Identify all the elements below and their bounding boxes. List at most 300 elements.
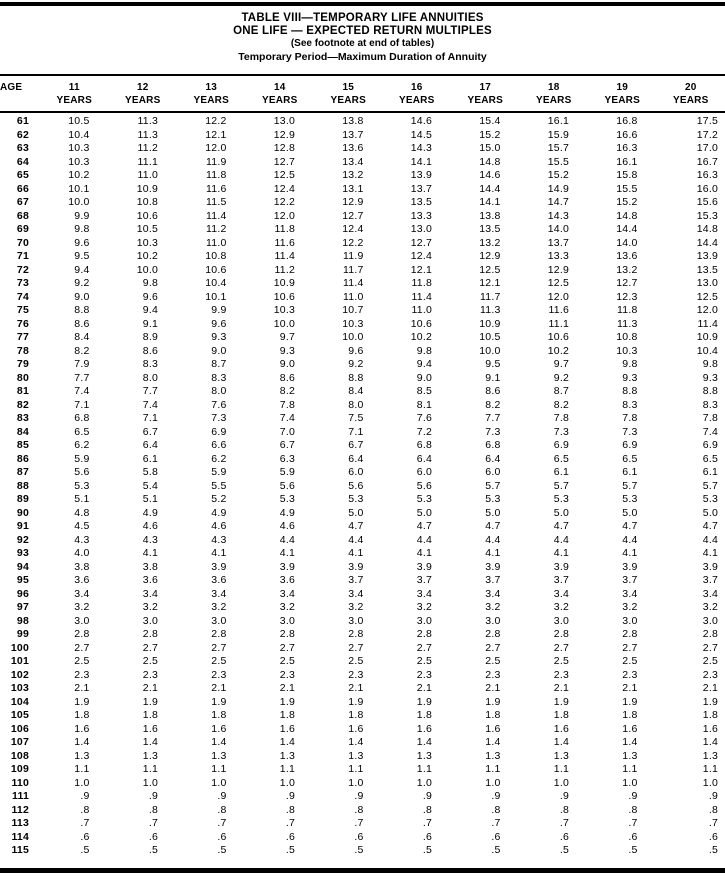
year-number-label: 15: [342, 82, 355, 93]
multiple-value-cell: 3.7: [553, 574, 569, 586]
multiple-value-cell: 9.9: [74, 209, 90, 222]
table-row: [0, 169, 725, 183]
multiple-value-cell: .6: [285, 830, 295, 843]
multiple-value-cell: 3.4: [279, 587, 295, 600]
multiple-value-cell: 8.2: [485, 398, 501, 411]
multiple-value-cell: 9.3: [211, 331, 227, 343]
bottom-border-rule: [0, 868, 725, 873]
multiple-value-cell: 11.2: [274, 263, 295, 276]
multiple-value-cell: 1.6: [485, 722, 501, 735]
multiple-value-cell: 10.0: [136, 263, 158, 276]
multiple-value-cell: 2.3: [142, 668, 158, 681]
table-row: [0, 237, 725, 251]
multiple-value-cell: 11.0: [343, 290, 364, 303]
multiple-value-cell: 1.8: [622, 709, 638, 721]
multiple-value-cell: 1.1: [142, 763, 158, 775]
multiple-value-cell: 1.4: [702, 736, 718, 748]
multiple-value-cell: 1.6: [74, 722, 90, 735]
top-border-rule: [0, 2, 725, 6]
multiple-value-cell: 1.8: [279, 709, 295, 721]
multiple-value-cell: 10.0: [68, 196, 90, 208]
table-row: [0, 250, 725, 264]
table-row: [0, 412, 725, 426]
multiple-value-cell: 6.7: [142, 425, 158, 438]
multiple-value-cell: 3.7: [702, 574, 718, 586]
multiple-value-cell: 7.4: [279, 412, 295, 424]
age-cell: 113: [11, 817, 29, 829]
multiple-value-cell: 6.4: [142, 439, 158, 451]
multiple-value-cell: .9: [422, 790, 432, 802]
multiple-value-cell: 13.4: [342, 155, 364, 168]
multiple-value-cell: 11.9: [343, 250, 364, 262]
multiple-value-cell: 5.3: [74, 479, 90, 492]
multiple-value-cell: 11.4: [697, 317, 718, 330]
age-cell: 82: [16, 398, 29, 411]
multiple-value-cell: 17.5: [696, 115, 718, 127]
multiple-value-cell: 3.2: [702, 601, 718, 613]
table-row: [0, 642, 725, 656]
multiple-value-cell: 13.8: [342, 115, 364, 127]
multiple-value-cell: 1.4: [74, 736, 90, 748]
multiple-value-cell: 13.7: [547, 236, 569, 249]
multiple-value-cell: 16.1: [616, 155, 638, 168]
multiple-value-cell: 6.3: [279, 452, 295, 465]
multiple-value-cell: 6.9: [622, 439, 638, 451]
multiple-value-cell: .5: [80, 844, 90, 856]
multiple-value-cell: 12.9: [273, 128, 295, 141]
multiple-value-cell: 2.8: [416, 628, 432, 640]
age-cell: 81: [16, 385, 29, 397]
multiple-value-cell: 13.0: [273, 115, 295, 127]
year-number-label: 19: [616, 82, 629, 93]
multiple-value-cell: 3.2: [553, 601, 569, 613]
multiple-value-cell: 3.0: [142, 614, 158, 627]
multiple-value-cell: 15.7: [547, 142, 569, 154]
multiple-value-cell: 8.2: [553, 398, 569, 411]
multiple-value-cell: 9.7: [553, 358, 569, 370]
multiple-value-cell: 7.8: [553, 412, 569, 424]
age-cell: 106: [10, 722, 29, 735]
multiple-value-cell: 6.2: [211, 452, 227, 465]
multiple-value-cell: 7.8: [702, 412, 718, 424]
multiple-value-cell: 11.8: [206, 169, 227, 181]
table-row: [0, 763, 725, 777]
multiple-value-cell: 2.1: [622, 682, 638, 694]
multiple-value-cell: 8.0: [348, 398, 364, 411]
multiple-value-cell: 5.3: [416, 493, 432, 505]
table-row: [0, 831, 725, 845]
multiple-value-cell: 5.6: [279, 479, 295, 492]
table-row: [0, 156, 725, 170]
multiple-value-cell: 4.3: [74, 533, 90, 546]
multiple-value-cell: 2.3: [622, 668, 638, 681]
age-cell: 104: [10, 695, 29, 708]
multiple-value-cell: .8: [80, 803, 90, 816]
multiple-value-cell: 5.7: [702, 479, 718, 492]
multiple-value-cell: .6: [354, 830, 364, 843]
multiple-value-cell: 7.7: [142, 385, 158, 397]
multiple-value-cell: 1.3: [485, 749, 501, 762]
year-column-header: [520, 75, 589, 112]
multiple-value-cell: .8: [354, 803, 364, 816]
multiple-value-cell: 11.8: [617, 304, 638, 316]
multiple-value-cell: 8.7: [211, 358, 227, 370]
years-suffix-label: YEARS: [56, 95, 92, 106]
age-cell: 109: [10, 763, 29, 775]
age-cell: 102: [10, 668, 29, 681]
multiple-value-cell: 11.3: [617, 317, 638, 330]
age-cell: 72: [16, 263, 29, 276]
age-cell: 98: [16, 614, 29, 627]
multiple-value-cell: 13.1: [342, 182, 364, 195]
multiple-value-cell: 6.0: [348, 466, 364, 478]
multiple-value-cell: 13.0: [696, 277, 718, 289]
multiple-value-cell: 12.0: [205, 142, 227, 154]
multiple-value-cell: 12.5: [479, 263, 501, 276]
multiple-value-cell: 11.4: [411, 290, 432, 303]
multiple-value-cell: 4.4: [622, 533, 638, 546]
multiple-value-cell: 10.3: [68, 142, 90, 154]
multiple-value-cell: 3.2: [74, 601, 90, 613]
table-row: [0, 331, 725, 345]
multiple-value-cell: 5.9: [211, 466, 227, 478]
age-cell: 70: [16, 236, 29, 249]
multiple-value-cell: 6.4: [485, 452, 501, 465]
years-suffix-label: YEARS: [262, 95, 298, 106]
table-row: [0, 736, 725, 750]
multiple-value-cell: 12.7: [273, 155, 295, 168]
table-row: [0, 345, 725, 359]
multiple-value-cell: 7.6: [416, 412, 432, 424]
multiple-value-cell: 5.3: [485, 493, 501, 505]
multiple-value-cell: 3.4: [74, 587, 90, 600]
multiple-value-cell: 6.4: [416, 452, 432, 465]
multiple-value-cell: .7: [708, 817, 718, 829]
multiple-value-cell: 3.0: [702, 614, 718, 627]
multiple-value-cell: 11.7: [343, 263, 364, 276]
table-row: [0, 534, 725, 548]
multiple-value-cell: 1.6: [142, 722, 158, 735]
multiple-value-cell: 1.0: [553, 776, 569, 789]
multiple-value-cell: 2.5: [142, 655, 158, 667]
multiple-value-cell: 1.4: [416, 736, 432, 748]
multiple-value-cell: 10.6: [547, 331, 569, 343]
multiple-value-cell: 13.5: [410, 196, 432, 208]
multiple-value-cell: .7: [354, 817, 364, 829]
multiple-value-cell: 3.6: [211, 574, 227, 586]
age-cell: 111: [12, 790, 29, 802]
age-cell: 66: [16, 182, 29, 195]
multiple-value-cell: 5.1: [142, 493, 158, 505]
table-row: [0, 223, 725, 237]
age-cell: 68: [16, 209, 29, 222]
multiple-value-cell: 3.9: [553, 560, 569, 573]
multiple-value-cell: 7.0: [279, 425, 295, 438]
multiple-value-cell: 5.6: [348, 479, 364, 492]
multiple-value-cell: 14.0: [616, 236, 638, 249]
year-column-header: [588, 75, 657, 112]
table-row: [0, 547, 725, 561]
multiple-value-cell: 5.0: [702, 506, 718, 519]
multiple-value-cell: 6.5: [702, 452, 718, 465]
multiple-value-cell: 1.0: [74, 776, 90, 789]
table-row: [0, 804, 725, 818]
multiple-value-cell: 10.0: [273, 317, 295, 330]
multiple-value-cell: 2.5: [702, 655, 718, 667]
multiple-value-cell: 8.0: [211, 385, 227, 397]
multiple-value-cell: .8: [559, 803, 569, 816]
multiple-value-cell: 10.2: [136, 250, 158, 262]
multiple-value-cell: 3.0: [279, 614, 295, 627]
multiple-value-cell: 15.5: [616, 182, 638, 195]
multiple-value-cell: 12.0: [696, 304, 718, 316]
multiple-value-cell: .6: [422, 830, 432, 843]
age-cell: 77: [16, 331, 29, 343]
multiple-value-cell: 3.2: [279, 601, 295, 613]
multiple-value-cell: 1.9: [485, 695, 501, 708]
table-row: [0, 844, 725, 858]
multiple-value-cell: 6.0: [416, 466, 432, 478]
multiple-value-cell: 7.8: [622, 412, 638, 424]
multiple-value-cell: .9: [80, 790, 90, 802]
multiple-value-cell: 4.4: [279, 533, 295, 546]
multiple-value-cell: .8: [217, 803, 227, 816]
multiple-value-cell: 11.3: [137, 115, 158, 127]
multiple-value-cell: 13.9: [696, 250, 718, 262]
multiple-value-cell: 14.9: [547, 182, 569, 195]
multiple-value-cell: 2.3: [416, 668, 432, 681]
multiple-value-cell: 10.4: [205, 277, 227, 289]
multiple-value-cell: .6: [559, 830, 569, 843]
multiple-value-cell: .7: [491, 817, 501, 829]
age-cell: 83: [16, 412, 29, 424]
multiple-value-cell: 2.5: [622, 655, 638, 667]
multiple-value-cell: 3.4: [485, 587, 501, 600]
multiple-value-cell: 12.5: [696, 290, 718, 303]
multiple-value-cell: 12.9: [342, 196, 364, 208]
multiple-value-cell: 2.8: [74, 628, 90, 640]
multiple-value-cell: 1.0: [211, 776, 227, 789]
table-row: [0, 669, 725, 683]
multiple-value-cell: 2.8: [142, 628, 158, 640]
multiple-value-cell: 12.5: [273, 169, 295, 181]
multiple-value-cell: 4.1: [702, 547, 718, 559]
multiple-value-cell: 4.6: [211, 520, 227, 532]
multiple-value-cell: 3.9: [416, 560, 432, 573]
multiple-value-cell: 2.1: [348, 682, 364, 694]
multiple-value-cell: .8: [708, 803, 718, 816]
multiple-value-cell: 6.2: [74, 439, 90, 451]
table-row: [0, 628, 725, 642]
multiple-value-cell: 8.3: [142, 358, 158, 370]
multiple-value-cell: 1.8: [211, 709, 227, 721]
multiple-value-cell: 8.8: [348, 371, 364, 384]
age-cell: 94: [16, 560, 29, 573]
multiple-value-cell: 6.8: [74, 412, 90, 424]
multiple-value-cell: 7.3: [211, 412, 227, 424]
multiple-value-cell: 11.7: [480, 290, 501, 303]
multiple-value-cell: 1.9: [279, 695, 295, 708]
multiple-value-cell: 1.4: [553, 736, 569, 748]
multiple-value-cell: 2.3: [485, 668, 501, 681]
multiple-value-cell: 13.6: [342, 142, 364, 154]
age-cell: 61: [16, 115, 29, 127]
multiple-value-cell: 1.6: [279, 722, 295, 735]
multiple-value-cell: 10.8: [616, 331, 638, 343]
period-caption: Temporary Period—Maximum Duration of Annuity: [238, 50, 487, 63]
multiple-value-cell: 3.4: [553, 587, 569, 600]
multiple-value-cell: 9.2: [553, 371, 569, 384]
multiple-value-cell: 7.4: [702, 425, 718, 438]
multiple-value-cell: 11.1: [548, 317, 569, 330]
multiple-value-cell: 4.9: [211, 506, 227, 519]
multiple-value-cell: 4.5: [74, 520, 90, 532]
table-row: [0, 777, 725, 791]
multiple-value-cell: 7.4: [74, 385, 90, 397]
multiple-value-cell: 12.1: [205, 128, 227, 141]
multiple-value-cell: 1.6: [416, 722, 432, 735]
years-suffix-label: YEARS: [193, 95, 229, 106]
age-cell: 108: [10, 749, 29, 762]
multiple-value-cell: 7.3: [553, 425, 569, 438]
multiple-value-cell: 7.1: [142, 412, 158, 424]
multiple-value-cell: 2.7: [279, 641, 295, 654]
age-cell: 63: [16, 142, 29, 154]
table-row: [0, 264, 725, 278]
multiple-value-cell: .6: [217, 830, 227, 843]
multiple-value-cell: 16.8: [616, 115, 638, 127]
multiple-value-cell: 1.1: [553, 763, 569, 775]
multiple-value-cell: 12.4: [342, 223, 364, 235]
age-cell: 74: [16, 290, 29, 303]
multiple-value-cell: 5.3: [348, 493, 364, 505]
multiple-value-cell: 2.1: [74, 682, 90, 694]
multiple-value-cell: 14.0: [547, 223, 569, 235]
multiple-value-cell: 14.8: [696, 223, 718, 235]
multiple-value-cell: 6.1: [142, 452, 158, 465]
multiple-value-cell: 11.6: [274, 236, 295, 249]
multiple-value-cell: 1.1: [348, 763, 364, 775]
multiple-value-cell: 9.5: [485, 358, 501, 370]
age-cell: 73: [16, 277, 29, 289]
multiple-value-cell: 1.0: [622, 776, 638, 789]
multiple-value-cell: 14.3: [410, 142, 432, 154]
multiple-value-cell: .7: [148, 817, 158, 829]
multiple-value-cell: 5.3: [622, 493, 638, 505]
multiple-value-cell: 15.8: [616, 169, 638, 181]
age-cell: 79: [16, 358, 29, 370]
table-row: [0, 682, 725, 696]
multiple-value-cell: 4.8: [74, 506, 90, 519]
age-cell: 97: [16, 601, 29, 613]
multiple-value-cell: 3.4: [348, 587, 364, 600]
table-row: [0, 196, 725, 210]
multiple-value-cell: 5.0: [622, 506, 638, 519]
multiple-value-cell: 10.0: [479, 344, 501, 357]
multiple-value-cell: 4.7: [622, 520, 638, 532]
multiple-value-cell: 2.7: [485, 641, 501, 654]
age-cell: 112: [11, 803, 29, 816]
multiple-value-cell: 9.0: [279, 358, 295, 370]
multiple-value-cell: 14.1: [479, 196, 501, 208]
multiple-value-cell: 2.5: [416, 655, 432, 667]
multiple-value-cell: 3.0: [416, 614, 432, 627]
table-row: [0, 426, 725, 440]
multiple-value-cell: .7: [285, 817, 295, 829]
multiple-value-cell: 11.8: [274, 223, 295, 235]
multiple-value-cell: 1.0: [485, 776, 501, 789]
table-row: [0, 588, 725, 602]
multiple-value-cell: 1.4: [211, 736, 227, 748]
table-row: [0, 277, 725, 291]
table-row: [0, 696, 725, 710]
multiple-value-cell: 3.2: [416, 601, 432, 613]
multiple-value-cell: .6: [708, 830, 718, 843]
multiple-value-cell: 2.7: [622, 641, 638, 654]
multiple-value-cell: 10.3: [273, 304, 295, 316]
multiple-value-cell: .6: [148, 830, 158, 843]
multiple-value-cell: 2.5: [211, 655, 227, 667]
multiple-value-cell: 2.8: [279, 628, 295, 640]
multiple-value-cell: 1.8: [74, 709, 90, 721]
multiple-value-cell: 9.6: [74, 236, 90, 249]
table-body: [0, 112, 725, 858]
multiple-value-cell: 1.8: [142, 709, 158, 721]
multiple-value-cell: 3.4: [622, 587, 638, 600]
age-cell: 89: [16, 493, 29, 505]
multiple-value-cell: 1.6: [553, 722, 569, 735]
multiple-value-cell: 3.0: [348, 614, 364, 627]
multiple-value-cell: 2.3: [279, 668, 295, 681]
multiple-value-cell: 2.8: [622, 628, 638, 640]
multiple-value-cell: 3.2: [348, 601, 364, 613]
multiple-value-cell: 3.7: [485, 574, 501, 586]
multiple-value-cell: 6.1: [553, 466, 569, 478]
multiple-value-cell: 11.9: [206, 155, 227, 168]
multiple-value-cell: 2.1: [485, 682, 501, 694]
multiple-value-cell: 17.2: [696, 128, 718, 141]
multiple-value-cell: 1.0: [348, 776, 364, 789]
multiple-value-cell: 8.5: [416, 385, 432, 397]
multiple-value-cell: 6.6: [211, 439, 227, 451]
multiple-value-cell: .8: [285, 803, 295, 816]
multiple-value-cell: 16.1: [547, 115, 569, 127]
table-row: [0, 183, 725, 197]
multiple-value-cell: 1.3: [416, 749, 432, 762]
multiple-value-cell: 2.5: [348, 655, 364, 667]
multiple-value-cell: 13.2: [342, 169, 364, 181]
multiple-value-cell: 13.8: [479, 209, 501, 222]
multiple-value-cell: .5: [217, 844, 227, 856]
year-column-header: [177, 75, 246, 112]
multiple-value-cell: 8.7: [553, 385, 569, 397]
multiple-value-cell: .6: [80, 830, 90, 843]
year-column-header: [451, 75, 520, 112]
multiple-value-cell: 11.6: [206, 182, 227, 195]
multiple-value-cell: 12.7: [342, 209, 364, 222]
multiple-value-cell: 10.9: [696, 331, 718, 343]
multiple-value-cell: 5.5: [211, 479, 227, 492]
multiple-value-cell: 3.7: [416, 574, 432, 586]
multiple-value-cell: 10.0: [342, 331, 364, 343]
table-row: [0, 615, 725, 629]
age-cell: 99: [16, 628, 29, 640]
multiple-value-cell: 10.8: [136, 196, 158, 208]
multiple-value-cell: 6.5: [622, 452, 638, 465]
age-cell: 71: [16, 250, 29, 262]
multiple-value-cell: 3.0: [211, 614, 227, 627]
multiple-value-cell: 5.7: [485, 479, 501, 492]
